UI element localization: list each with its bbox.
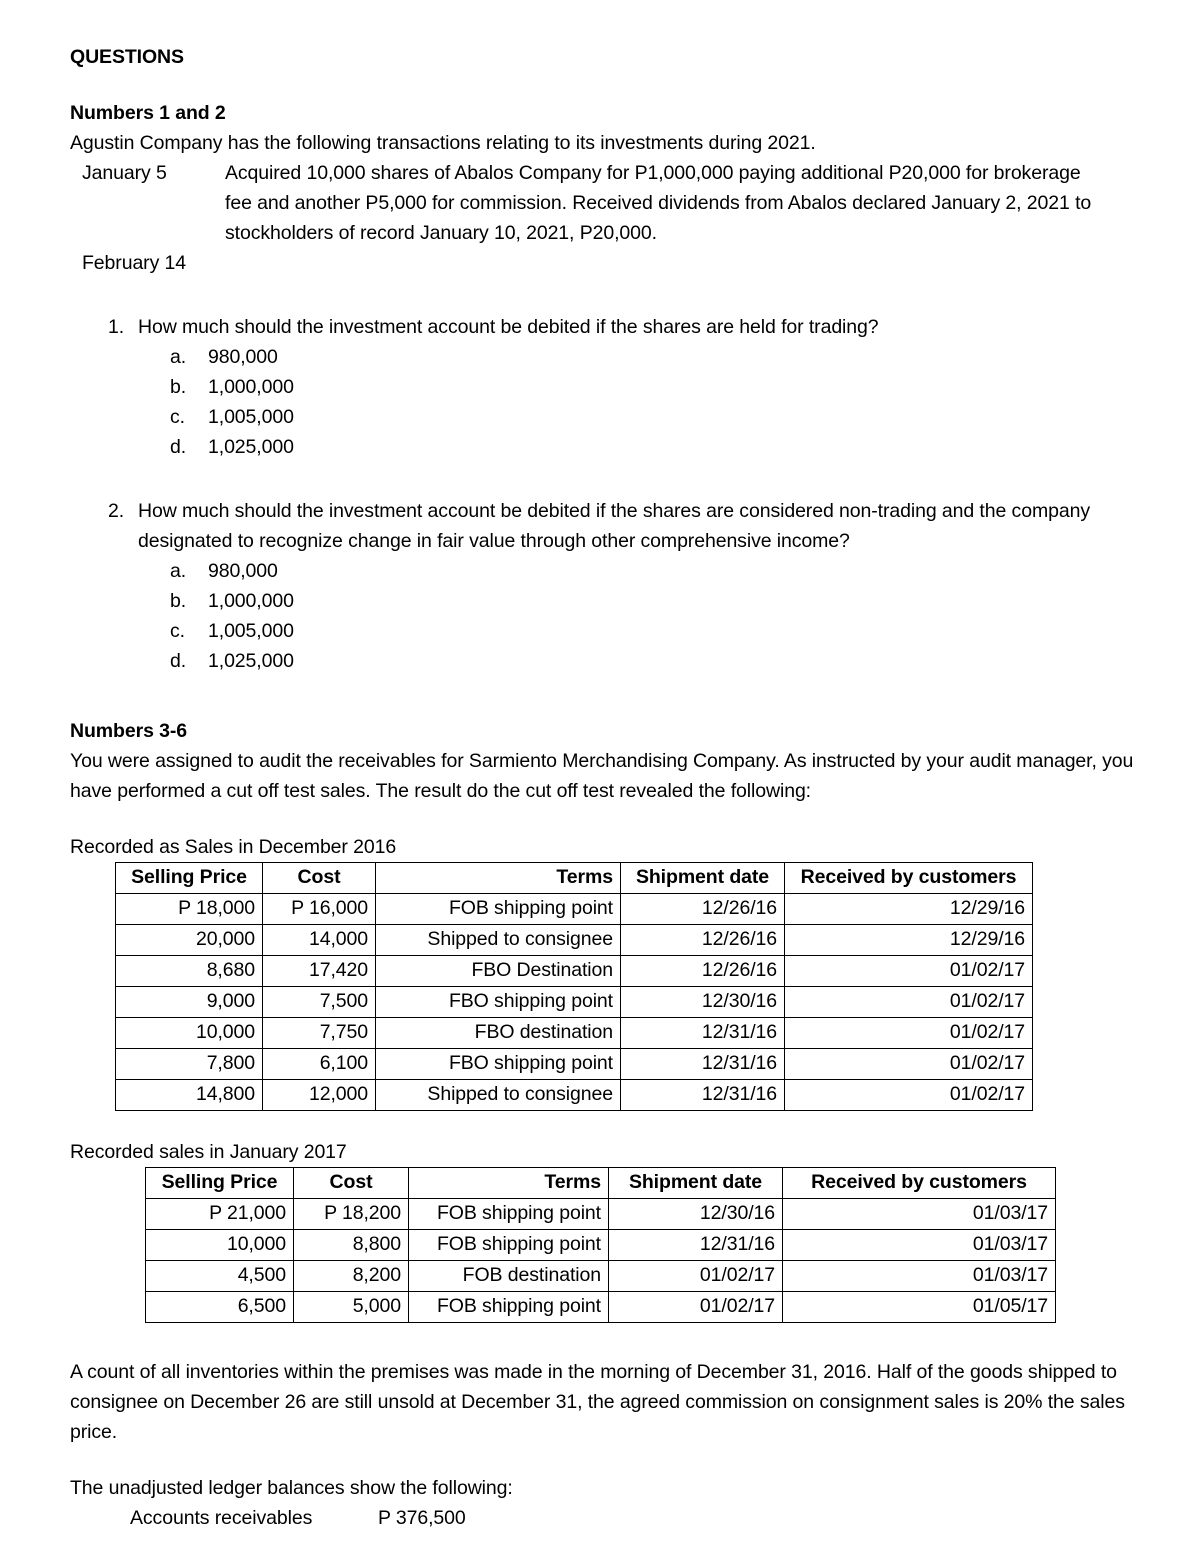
- cell-cost: 14,000: [263, 925, 376, 956]
- cell-shipment-date: 12/31/16: [621, 1049, 785, 1080]
- ledger-intro: The unadjusted ledger balances show the following:: [70, 1477, 513, 1499]
- cell-shipment-date: 12/26/16: [621, 956, 785, 987]
- cell-shipment-date: 01/02/17: [609, 1292, 783, 1323]
- cell-received-by-customers: 01/02/17: [785, 1080, 1033, 1111]
- section1-intro: Agustin Company has the following transactions relating to its investments during 2021.: [70, 132, 816, 154]
- cell-cost: 8,200: [294, 1261, 409, 1292]
- option-letter: a.: [170, 346, 187, 368]
- column-header-cost: Cost: [263, 863, 376, 894]
- option-row[interactable]: [170, 646, 1140, 676]
- question-options: [70, 342, 1140, 462]
- cell-terms: FOB shipping point: [376, 894, 621, 925]
- table-row: [116, 1049, 1033, 1080]
- cell-cost: P 18,200: [294, 1199, 409, 1230]
- cell-terms: FOB shipping point: [409, 1230, 609, 1261]
- cell-shipment-date: 01/02/17: [609, 1261, 783, 1292]
- cell-cost: 7,750: [263, 1018, 376, 1049]
- ledger-account-label: Accounts receivables: [130, 1507, 313, 1529]
- transaction-entry: [70, 158, 1140, 248]
- option-value: 980,000: [208, 346, 278, 368]
- column-header-selling-price: Selling Price: [116, 863, 263, 894]
- cell-cost: 6,100: [263, 1049, 376, 1080]
- table-row: [116, 894, 1033, 925]
- cell-received-by-customers: 01/02/17: [785, 1049, 1033, 1080]
- cell-selling-price: 7,800: [116, 1049, 263, 1080]
- table-row: [146, 1199, 1056, 1230]
- page-title: QUESTIONS: [70, 46, 184, 68]
- table-january-label: Recorded sales in January 2017: [70, 1141, 347, 1163]
- spacer: [70, 1323, 1140, 1357]
- cell-shipment-date: 12/30/16: [609, 1199, 783, 1230]
- cell-selling-price: P 21,000: [146, 1199, 294, 1230]
- question-number: 2.: [108, 500, 125, 522]
- question-item: [70, 496, 1140, 556]
- spacer: [70, 1447, 1140, 1473]
- cell-cost: 7,500: [263, 987, 376, 1018]
- spacer: [70, 806, 1140, 832]
- option-row[interactable]: [170, 372, 1140, 402]
- spacer: [70, 72, 1140, 98]
- option-letter: c.: [170, 406, 185, 428]
- cell-received-by-customers: 01/03/17: [783, 1230, 1056, 1261]
- cell-received-by-customers: 12/29/16: [785, 894, 1033, 925]
- cell-shipment-date: 12/26/16: [621, 925, 785, 956]
- table-row: [116, 987, 1033, 1018]
- question-text: How much should the investment account be debited if the shares are held for trading?: [138, 316, 879, 338]
- cell-terms: FBO shipping point: [376, 1049, 621, 1080]
- cell-terms: FBO Destination: [376, 956, 621, 987]
- cell-shipment-date: 12/30/16: [621, 987, 785, 1018]
- cell-selling-price: 20,000: [116, 925, 263, 956]
- cell-received-by-customers: 01/02/17: [785, 987, 1033, 1018]
- spacer: [70, 1111, 1140, 1137]
- cell-selling-price: 4,500: [146, 1261, 294, 1292]
- cell-cost: 17,420: [263, 956, 376, 987]
- transaction-date: January 5: [82, 162, 167, 184]
- column-header-terms: Terms: [376, 863, 621, 894]
- cell-terms: FBO destination: [376, 1018, 621, 1049]
- question-options: [70, 556, 1140, 676]
- option-value: 1,005,000: [208, 406, 294, 428]
- cell-selling-price: P 18,000: [116, 894, 263, 925]
- section-heading-numbers-1-2: Numbers 1 and 2: [70, 102, 226, 124]
- spacer: [70, 278, 1140, 312]
- column-header-cost: Cost: [294, 1168, 409, 1199]
- transaction-entry: [70, 248, 1140, 278]
- section-heading-numbers-3-6: Numbers 3-6: [70, 720, 188, 742]
- transaction-date: February 14: [82, 252, 187, 274]
- cell-received-by-customers: 12/29/16: [785, 925, 1033, 956]
- cell-terms: FOB destination: [409, 1261, 609, 1292]
- table-row: [146, 1261, 1056, 1292]
- cell-terms: FBO shipping point: [376, 987, 621, 1018]
- option-value: 1,025,000: [208, 650, 294, 672]
- table-header-row: [146, 1168, 1056, 1199]
- cell-selling-price: 9,000: [116, 987, 263, 1018]
- column-header-selling-price: Selling Price: [146, 1168, 294, 1199]
- option-row[interactable]: [170, 586, 1140, 616]
- cell-received-by-customers: 01/05/17: [783, 1292, 1056, 1323]
- cell-selling-price: 6,500: [146, 1292, 294, 1323]
- cell-selling-price: 8,680: [116, 956, 263, 987]
- ledger-row: [70, 1503, 1140, 1533]
- cell-terms: FOB shipping point: [409, 1199, 609, 1230]
- cell-terms: FOB shipping point: [409, 1292, 609, 1323]
- column-header-terms: Terms: [409, 1168, 609, 1199]
- cell-selling-price: 10,000: [116, 1018, 263, 1049]
- spacer: [70, 462, 1140, 496]
- column-header-received-by-customers: Received by customers: [785, 863, 1033, 894]
- table-december-label: Recorded as Sales in December 2016: [70, 836, 397, 858]
- table-row: [146, 1292, 1056, 1323]
- cell-terms: Shipped to consignee: [376, 1080, 621, 1111]
- question-text: How much should the investment account be debited if the shares are considered non-trading and the company designated to recognize change in fair value through other comprehensive income?: [138, 500, 1090, 552]
- option-letter: b.: [170, 376, 187, 398]
- cell-shipment-date: 12/31/16: [609, 1230, 783, 1261]
- transaction-description: [225, 248, 1105, 278]
- cell-cost: 12,000: [263, 1080, 376, 1111]
- option-row[interactable]: [170, 432, 1140, 462]
- cell-received-by-customers: 01/03/17: [783, 1261, 1056, 1292]
- column-header-received-by-customers: Received by customers: [783, 1168, 1056, 1199]
- cell-shipment-date: 12/26/16: [621, 894, 785, 925]
- option-value: 1,025,000: [208, 436, 294, 458]
- cell-cost: 5,000: [294, 1292, 409, 1323]
- cell-selling-price: 10,000: [146, 1230, 294, 1261]
- table-row: [146, 1230, 1056, 1261]
- option-letter: c.: [170, 620, 185, 642]
- cell-terms: Shipped to consignee: [376, 925, 621, 956]
- option-row[interactable]: [170, 342, 1140, 372]
- option-row[interactable]: [170, 556, 1140, 586]
- table-row: [116, 1080, 1033, 1111]
- option-value: 1,000,000: [208, 376, 294, 398]
- table-header-row: [116, 863, 1033, 894]
- option-value: 1,005,000: [208, 620, 294, 642]
- ledger-account-amount: P 376,500: [378, 1507, 466, 1529]
- table-recorded-sales-december: [115, 862, 1033, 1111]
- cell-received-by-customers: 01/03/17: [783, 1199, 1056, 1230]
- cell-shipment-date: 12/31/16: [621, 1018, 785, 1049]
- option-letter: d.: [170, 650, 187, 672]
- option-value: 980,000: [208, 560, 278, 582]
- table-row: [116, 1018, 1033, 1049]
- option-letter: b.: [170, 590, 187, 612]
- option-row[interactable]: [170, 402, 1140, 432]
- option-value: 1,000,000: [208, 590, 294, 612]
- cell-received-by-customers: 01/02/17: [785, 956, 1033, 987]
- inventory-count-note: A count of all inventories within the premises was made in the morning of December 31, 2016. Half of the goods shipped to consignee on December 26 are still unsold at December 31, the agreed commission on consignment sales is 20% the sales price.: [70, 1361, 1125, 1443]
- question-item: [70, 312, 1140, 342]
- cell-selling-price: 14,800: [116, 1080, 263, 1111]
- cell-cost: 8,800: [294, 1230, 409, 1261]
- cell-cost: P 16,000: [263, 894, 376, 925]
- section2-intro: You were assigned to audit the receivables for Sarmiento Merchandising Company. As instructed by your audit manager, you have performed a cut off test sales. The result do the cut off test revealed the following:: [70, 750, 1134, 802]
- option-row[interactable]: [170, 616, 1140, 646]
- cell-received-by-customers: 01/02/17: [785, 1018, 1033, 1049]
- spacer: [70, 676, 1140, 710]
- cell-shipment-date: 12/31/16: [621, 1080, 785, 1111]
- column-header-shipment-date: Shipment date: [609, 1168, 783, 1199]
- transaction-description: Acquired 10,000 shares of Abalos Company for P1,000,000 paying additional P20,000 for brokerage fee and another P5,000 for commission. Received dividends from Abalos declared January 2, 2021 to stockholders of record January 10, 2021, P20,000.: [225, 162, 1092, 244]
- question-number: 1.: [108, 316, 125, 338]
- column-header-shipment-date: Shipment date: [621, 863, 785, 894]
- table-row: [116, 925, 1033, 956]
- table-recorded-sales-january: [145, 1167, 1056, 1323]
- option-letter: a.: [170, 560, 187, 582]
- option-letter: d.: [170, 436, 187, 458]
- table-row: [116, 956, 1033, 987]
